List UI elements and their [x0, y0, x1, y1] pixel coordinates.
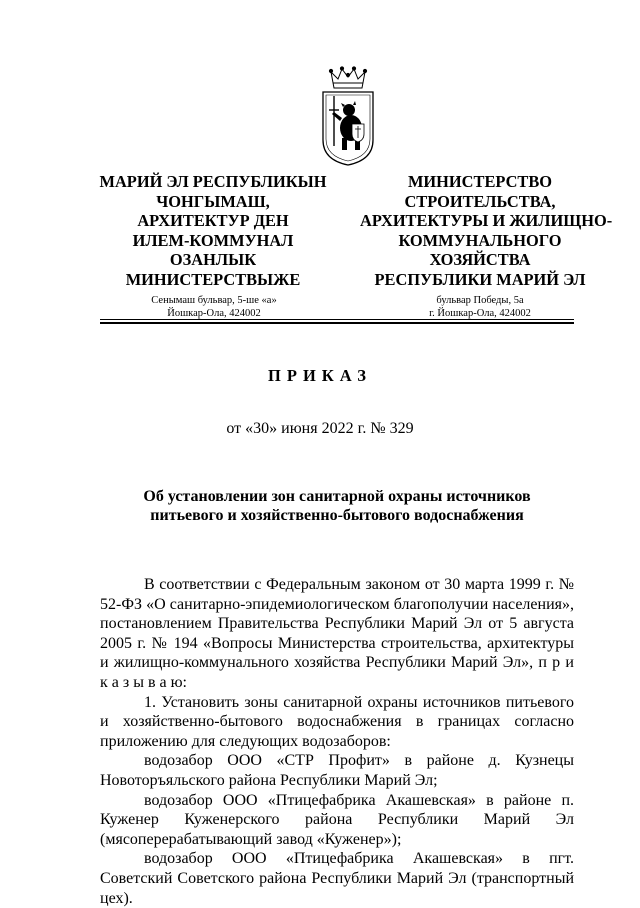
address-line: Йошкар-Ола, 424002: [167, 308, 261, 319]
ministry-name-russian-line: РЕСПУБЛИКИ МАРИЙ ЭЛ: [374, 269, 586, 289]
address-line: г. Йошкар-Ола, 424002: [429, 308, 531, 319]
body-paragraph-intake-3: водозабор ООО «Птицефабрика Акашевская» в пгт. Советский Советского района Республики Марий Эл (транспортный цех).: [100, 850, 574, 907]
body-paragraph-item-1: 1. Установить зоны санитарной охраны источников питьевого и хозяйственно-бытового водоснабжения в границах согласно приложению для следующих водозаборов:: [100, 693, 574, 750]
ministry-name-mari-line: АРХИТЕКТУР ДЕН: [137, 211, 289, 230]
ministry-name-russian-line: СТРОИТЕЛЬСТВА,: [404, 191, 556, 211]
body-paragraph-preamble: В соответствии с Федеральным законом от 30 марта 1999 г. № 52-ФЗ «О санитарно-эпидемиологическом благополучии населения», постановлением Правительства Республики Марий Эл от 5 августа 2005 г. № 194 «Вопросы Министерства строительства, архитектуры и жилищно-коммунального хозяйства Республики Марий Эл», п р и к а з ы в а ю:: [100, 576, 574, 691]
ministry-name-russian-line: МИНИСТЕРСТВО: [407, 172, 553, 191]
address-russian: [362, 294, 598, 320]
ministry-name-mari-line: ОЗАНЛЫК: [169, 250, 257, 269]
ministry-name-russian-line: АРХИТЕКТУРЫ И ЖИЛИЩНО-: [360, 211, 613, 230]
ministry-name-mari-line: МАРИЙ ЭЛ РЕСПУБЛИКЫН: [99, 172, 327, 191]
subject-line: Об установлении зон санитарной охраны источников: [143, 488, 531, 505]
header-divider-thin: [100, 319, 574, 320]
body-paragraph-intake-2: водозабор ООО «Птицефабрика Акашевская» в районе п. Куженер Куженерского района Республики Марий Эл (мясоперерабатывающий завод «Куженер»);: [100, 791, 574, 848]
header-divider-thick: [100, 322, 574, 324]
ministry-name-russian: [360, 172, 613, 289]
document-body: [100, 575, 574, 908]
coat-of-arms-emblem: [318, 66, 378, 168]
document-date-number: от «30» июня 2022 г. № 329: [226, 420, 414, 437]
address-mari: [105, 294, 323, 320]
subject-line: питьевого и хозяйственно-бытового водоснабжения: [150, 507, 524, 524]
mari-el-coat-of-arms-icon: [318, 66, 378, 168]
ministry-name-russian-line: КОММУНАЛЬНОГО: [398, 230, 562, 250]
document-subject: [100, 487, 574, 525]
ministry-name-mari: [95, 172, 331, 289]
address-line: бульвар Победы, 5а: [436, 295, 524, 306]
ministry-name-mari-line: ИЛЕМ-КОММУНАЛ: [132, 230, 294, 250]
address-line: Сенымаш бульвар, 5-ше «а»: [151, 295, 277, 306]
ministry-name-mari-line: ЧОНГЫМАШ,: [156, 191, 270, 211]
document-title: ПРИКАЗ: [268, 366, 372, 385]
ministry-name-mari-line: МИНИСТЕРСТВЫЖЕ: [125, 269, 301, 289]
ministry-name-russian-line: ХОЗЯЙСТВА: [429, 250, 531, 269]
body-paragraph-intake-1: водозабор ООО «СТР Профит» в районе д. Кузнецы Новоторъяльского района Республики Марий Эл;: [100, 752, 574, 789]
